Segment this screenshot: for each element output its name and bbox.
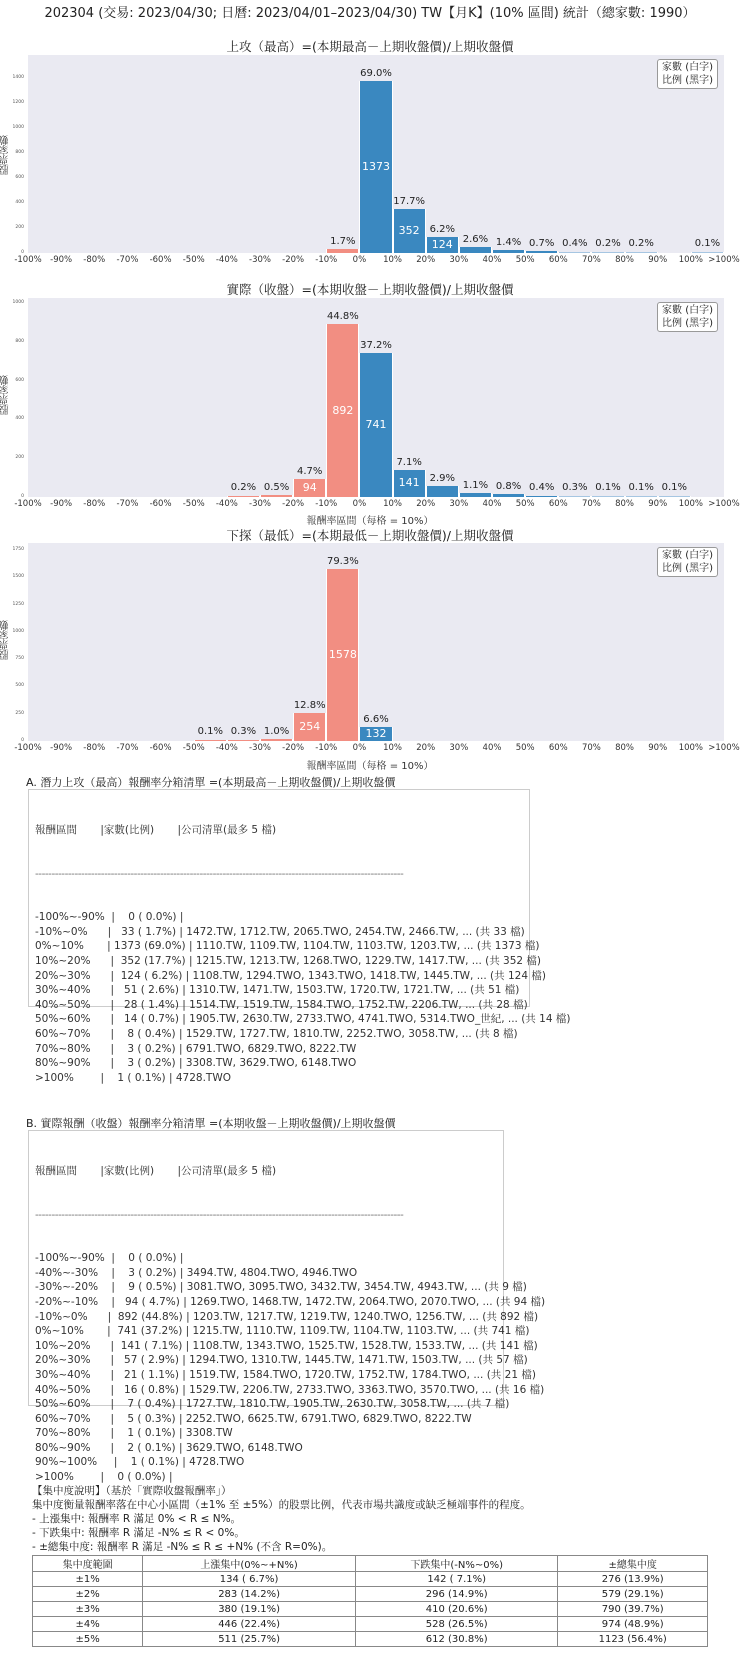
x-tick-label: -30% [249,255,271,265]
list-row: 20%~30% | 57 ( 2.9%) | 1294.TWO, 1310.TW, 1445.TW, 1471.TW, 1503.TW, ... (共 57 檔) [35,1354,528,1367]
x-tick-label: -20% [282,743,305,753]
bar-pct-label: 0.1% [661,482,687,493]
bar-pct-label: 2.6% [462,233,489,245]
y-tick-label: 250 [15,710,24,716]
bar-0%~10% [359,353,392,497]
list-row: 70%~80% | 3 ( 0.2%) | 6791.TWO, 6829.TWO, 8222.TW [35,1042,357,1055]
table-cell: 612 (30.8%) [355,1632,557,1647]
table-cell: 511 (25.7%) [143,1632,356,1647]
x-tick-label: 40% [482,255,502,265]
y-tick-label: 1000 [12,300,24,306]
x-tick-label: >100% [708,743,740,753]
bar-pct-label: 6.2% [429,224,455,236]
bar-count-label: 141 [398,476,420,490]
bar-pct-label: 0.3% [562,482,588,493]
x-tick-label: 20% [416,499,436,509]
x-tick-label: >100% [708,499,740,509]
bar-50%~60% [525,496,558,498]
list-row: >100% | 1 ( 0.1%) | 4728.TWO [35,1071,231,1084]
x-tick-label: 60% [548,743,568,753]
bar-count-label: 1373 [361,159,390,173]
bar-20%~30% [426,486,459,497]
bar-count-label: 254 [299,720,321,734]
chart3-xlabel: 報酬率區間（每格 = 10%） [306,761,434,772]
list-row: -100%~-90% | 0 ( 0.0%) | [35,911,184,924]
list-row: -10%~0% | 892 (44.8%) | 1203.TW, 1217.TW, 1219.TW, 1240.TWO, 1256.TW, ... (共 892 檔) [35,1310,539,1323]
bar-30%~40% [459,247,492,253]
bar-count-label: 1578 [328,647,357,661]
x-tick-label: 0% [352,255,367,265]
list-b-header: 報酬區間 |家數(比例) |公司清單(最多 5 檔) [35,1165,277,1178]
bar-pct-label: 0.1% [628,482,654,493]
chart1-plot-area [28,55,724,253]
table-cell: 1123 (56.4%) [558,1632,708,1647]
x-tick-label: 10% [383,743,403,753]
x-tick-label: 100% [678,743,703,753]
x-tick-label: 50% [515,499,535,509]
bar--20%~-10% [293,479,326,497]
list-row: -100%~-90% | 0 ( 0.0%) | [35,1252,184,1265]
table-cell: 296 (14.9%) [355,1587,557,1602]
bar-80%~90% [625,252,658,254]
bar-count-label: 741 [365,418,387,432]
x-tick-label: 70% [581,499,601,509]
concentration-bullet-up: - 上漲集中: 報酬率 R 滿足 0% < R ≤ N%。 [32,1513,242,1525]
bar--10%~0% [326,569,359,741]
x-tick-label: -100% [14,743,42,753]
x-tick-label: 30% [449,743,469,753]
table-cell: ±3% [33,1602,143,1617]
x-tick-label: -90% [50,743,73,753]
chart2-title: 實際（收盤）=(本期收盤－上期收盤價)/上期收盤價 [226,282,514,297]
bar-60%~70% [558,252,591,254]
x-tick-label: 70% [581,255,601,265]
table-cell: 276 (13.9%) [558,1572,708,1587]
x-tick-label: -100% [14,255,42,265]
table-header-cell: 集中度範圍 [33,1556,143,1572]
bar-40%~50% [492,494,525,497]
chart2-ylabel: 股票家數 [0,375,11,415]
concentration-table [32,1555,708,1647]
y-tick-label: 200 [15,455,24,461]
list-row: 30%~40% | 21 ( 1.1%) | 1519.TW, 1584.TWO, 1720.TW, 1752.TW, 1784.TWO, ... (共 21 檔) [35,1368,536,1381]
bar-pct-label: 0.2% [628,238,654,249]
bar--30%~-20% [260,739,293,741]
y-tick-label: 1250 [12,601,24,607]
list-row: 40%~50% | 16 ( 0.8%) | 1529.TW, 2206.TW, 2733.TWO, 3363.TWO, 3570.TWO, ... (共 16 檔) [35,1383,545,1396]
bar-0%~10% [359,81,392,253]
x-tick-label: 10% [383,499,403,509]
table-header-cell: 下跌集中(-N%~0%) [355,1556,557,1572]
table-cell: ±5% [33,1632,143,1647]
bar-pct-label: 0.5% [263,482,290,493]
concentration-desc: 集中度衡量報酬率落在中心小區間（±1% 至 ±5%）的股票比例，代表市場共識度或缺乏極端事件的程度。 [32,1499,531,1511]
list-row: 0%~10% | 741 (37.2%) | 1215.TW, 1110.TW, 1109.TW, 1104.TW, 1103.TW, ... (共 741 檔) [35,1325,530,1338]
y-tick-label: 0 [21,738,24,743]
list-row: -30%~-20% | 9 ( 0.5%) | 3081.TWO, 3095.TWO, 3432.TW, 3454.TW, 4943.TW, ... (共 9 檔) [35,1281,527,1294]
bar-pct-label: 2.9% [429,472,455,484]
table-cell: 974 (48.9%) [558,1617,708,1632]
x-tick-label: -60% [149,743,172,753]
bar-count-label: 94 [302,480,317,494]
bar-pct-label: 0.1% [595,482,621,493]
x-tick-label: 0% [352,499,367,509]
y-tick-label: 800 [15,149,24,155]
table-cell: 134 ( 6.7%) [143,1572,356,1587]
y-tick-label: 750 [15,656,24,662]
bar-pct-label: 17.7% [393,195,426,207]
list-row: 80%~90% | 3 ( 0.2%) | 3308.TW, 3629.TWO, 6148.TWO [35,1057,357,1070]
y-tick-label: 0 [21,250,24,255]
x-tick-label: -30% [249,743,271,753]
bar--10%~0% [326,324,359,497]
bar-pct-label: 0.2% [230,482,257,493]
table-row [33,1602,708,1617]
x-tick-label: 80% [615,255,635,265]
bar-10%~20% [393,209,426,253]
x-tick-label: -10% [315,743,338,753]
bar-20%~30% [426,237,459,253]
x-tick-label: 90% [648,743,668,753]
x-tick-label: 20% [416,743,436,753]
x-tick-label: -60% [149,255,172,265]
x-tick-label: -80% [83,499,106,509]
table-cell: ±4% [33,1617,143,1632]
chart1-ylabel: 股票家數 [0,135,11,175]
bar-pct-label: 69.0% [360,67,392,79]
x-tick-label: 10% [383,255,403,265]
x-tick-label: 70% [581,743,601,753]
table-header-cell: ±總集中度 [558,1556,708,1572]
chart2-xlabel: 報酬率區間（每格 = 10%） [306,516,434,527]
x-tick-label: -90% [50,255,73,265]
x-tick-label: -40% [215,255,238,265]
chart2-plot-area [28,298,724,497]
concentration-title: 【集中度說明】（基於「實際收盤報酬率」） [32,1485,232,1497]
legend-ratio-label: 比例 (黑字) [662,563,713,574]
x-tick-label: 50% [515,743,535,753]
bar-pct-label: 0.4% [529,482,555,493]
list-row: 80%~90% | 2 ( 0.1%) | 3629.TWO, 6148.TWO [35,1441,303,1454]
x-tick-label: 100% [678,255,703,265]
list-row: 10%~20% | 141 ( 7.1%) | 1108.TW, 1343.TWO, 1525.TW, 1528.TW, 1533.TW, ... (共 141 檔) [35,1339,538,1352]
x-tick-label: -10% [315,255,338,265]
x-tick-label: 30% [449,255,469,265]
list-a-header: 報酬區間 |家數(比例) |公司清單(最多 5 檔) [35,824,277,837]
table-row [33,1587,708,1602]
bar-10%~20% [393,470,426,497]
y-tick-label: 500 [15,683,24,689]
bar-pct-label: 1.0% [263,725,290,737]
list-row: 50%~60% | 14 ( 0.7%) | 1905.TW, 2630.TW, 2733.TWO, 4741.TWO, 5314.TWO_世紀, ... (共 14 檔) [35,1013,571,1026]
list-row: 20%~30% | 124 ( 6.2%) | 1108.TW, 1294.TWO, 1343.TWO, 1418.TW, 1445.TW, ... (共 124 檔) [35,969,546,982]
list-row: 60%~70% | 5 ( 0.3%) | 2252.TWO, 6625.TW, 6791.TWO, 6829.TWO, 8222.TW [35,1412,472,1425]
bar--30%~-20% [260,495,293,497]
x-tick-label: 90% [648,255,668,265]
bar-pct-label: 1.1% [462,479,489,491]
chart1-legend [657,59,718,89]
bar-count-label: 132 [365,726,387,740]
chart2-legend [657,302,718,332]
concentration-table-header [33,1556,708,1572]
list-row: 30%~40% | 51 ( 2.6%) | 1310.TW, 1471.TW, 1503.TW, 1720.TW, 1721.TW, ... (共 51 檔) [35,984,520,997]
y-tick-label: 1400 [12,74,24,80]
bar-40%~50% [492,250,525,254]
y-tick-label: 600 [15,174,24,180]
x-tick-label: >100% [708,255,740,265]
list-row: 60%~70% | 8 ( 0.4%) | 1529.TW, 1727.TW, 1810.TW, 2252.TWO, 3058.TW, ... (共 8 檔) [35,1027,518,1040]
list-row: >100% | 0 ( 0.0%) | [35,1471,173,1484]
list-b-title: B. 實際報酬（收盤）報酬率分箱清單 =(本期收盤－上期收盤價)/上期收盤價 [26,1117,396,1130]
bar--10%~0% [326,249,359,253]
bar--40%~-30% [227,740,260,742]
bar-70%~80% [591,496,624,498]
table-row [33,1632,708,1647]
table-row [33,1617,708,1632]
x-tick-label: -60% [149,499,172,509]
list-a-rows [35,910,571,1085]
y-tick-label: 1750 [12,547,24,553]
x-tick-label: 60% [548,255,568,265]
y-tick-label: 1000 [12,124,24,130]
bar-pct-label: 7.1% [396,456,422,468]
table-cell: 446 (22.4%) [143,1617,356,1632]
y-tick-label: 400 [15,416,24,422]
y-tick-label: 800 [15,338,24,344]
chart3-legend [657,547,718,577]
bar-90%~100% [658,496,691,498]
bar--40%~-30% [227,496,260,498]
x-tick-label: -100% [14,499,42,509]
bar-pct-label: 6.6% [363,713,389,725]
list-row: -40%~-30% | 3 ( 0.2%) | 3494.TW, 4804.TWO, 4946.TWO [35,1266,358,1279]
table-cell: 528 (26.5%) [355,1617,557,1632]
bar-pct-label: 79.3% [326,555,359,567]
bar-pct-label: 0.7% [529,238,555,249]
legend-count-label: 家數 (白字) [662,305,713,316]
table-row [33,1572,708,1587]
legend-ratio-label: 比例 (黑字) [662,318,713,329]
bar-60%~70% [558,496,591,498]
x-tick-label: -50% [182,255,205,265]
bar-pct-label: 44.8% [326,311,359,322]
x-tick-label: -40% [215,743,238,753]
x-tick-label: 80% [615,743,635,753]
bar-pct-label: 1.7% [330,235,356,247]
table-cell: 380 (19.1%) [143,1602,356,1617]
bar-pct-label: 0.3% [230,726,257,737]
bar->100% [691,252,724,254]
bar-count-label: 124 [431,238,453,252]
x-tick-label: -20% [282,255,305,265]
x-tick-label: -40% [215,499,238,509]
y-tick-label: 1200 [12,99,24,105]
x-tick-label: 80% [615,499,635,509]
x-tick-label: 30% [449,499,469,509]
x-tick-label: -80% [83,255,106,265]
x-tick-label: -90% [50,499,73,509]
bar-80%~90% [625,496,658,498]
legend-count-label: 家數 (白字) [662,62,713,73]
x-tick-label: 40% [482,743,502,753]
list-row: 0%~10% | 1373 (69.0%) | 1110.TW, 1109.TW, 1104.TW, 1103.TW, 1203.TW, ... (共 1373 檔) [35,940,540,953]
bar-50%~60% [525,251,558,253]
bar-pct-label: 1.4% [495,236,522,248]
bar-pct-label: 0.8% [495,480,522,492]
bar-30%~40% [459,493,492,497]
x-tick-label: 0% [352,743,367,753]
table-cell: ±2% [33,1587,143,1602]
chart3-ylabel: 股票家數 [0,620,11,660]
concentration-bullet-down: - 下跌集中: 報酬率 R 滿足 -N% ≤ R < 0%。 [32,1527,245,1539]
x-tick-label: -10% [315,499,338,509]
bar-pct-label: 12.8% [293,700,326,712]
list-b-box [28,1130,546,1484]
y-tick-label: 600 [15,377,24,383]
figure-suptitle: 202304 (交易: 2023/04/30; 日曆: 2023/04/01–2023/04/30) TW【月K】(10% 區間) 統計（總家數: 1990） [44,6,696,21]
bar--20%~-10% [293,713,326,741]
list-row: 10%~20% | 352 (17.7%) | 1215.TW, 1213.TW, 1268.TWO, 1229.TW, 1417.TW, ... (共 352 檔) [35,954,542,967]
x-tick-label: -20% [282,499,305,509]
table-header-cell: 上漲集中(0%~+N%) [143,1556,356,1572]
x-tick-label: -50% [182,499,205,509]
y-tick-label: 1500 [12,574,24,580]
legend-count-label: 家數 (白字) [662,550,713,561]
x-tick-label: -30% [249,499,271,509]
x-tick-label: -80% [83,743,106,753]
table-cell: 410 (20.6%) [355,1602,557,1617]
table-cell: ±1% [33,1572,143,1587]
list-row: -10%~0% | 33 ( 1.7%) | 1472.TW, 1712.TW, 2065.TWO, 2454.TW, 2466.TW, ... (共 33 檔) [35,925,525,938]
x-tick-label: 20% [416,255,436,265]
y-tick-label: 0 [21,494,24,499]
bar-pct-label: 0.1% [197,726,223,737]
list-a-box [28,789,571,1084]
y-tick-label: 200 [15,224,24,230]
list-a-title: A. 潛力上攻（最高）報酬率分箱清單 =(本期最高－上期收盤價)/上期收盤價 [26,776,396,789]
list-b-rows [35,1251,546,1485]
x-tick-label: -70% [116,255,139,265]
chart3-title: 下探（最低）=(本期最低－上期收盤價)/上期收盤價 [226,528,514,543]
bar-pct-label: 0.4% [562,238,588,249]
table-cell: 283 (14.2%) [143,1587,356,1602]
chart1-title: 上攻（最高）=(本期最高－上期收盤價)/上期收盤價 [226,39,514,54]
list-row: 40%~50% | 28 ( 1.4%) | 1514.TW, 1519.TW, 1584.TWO, 1752.TW, 2206.TW, ... (共 28 檔) [35,998,528,1011]
y-tick-label: 1000 [12,628,24,634]
bar-pct-label: 37.2% [360,340,392,352]
concentration-bullet-total: - ±總集中度: 報酬率 R 滿足 -N% ≤ R ≤ +N% (不含 R=0%)。 [32,1541,333,1553]
bar-count-label: 892 [332,403,354,417]
bar-0%~10% [359,727,392,741]
bar-pct-label: 4.7% [297,465,323,477]
list-row: 50%~60% | 7 ( 0.4%) | 1727.TW, 1810.TW, 1905.TW, 2630.TW, 3058.TW, ... (共 7 檔) [35,1398,510,1411]
list-row: 70%~80% | 1 ( 0.1%) | 3308.TW [35,1427,233,1440]
list-row: 90%~100% | 1 ( 0.1%) | 4728.TWO [35,1456,245,1469]
x-tick-label: -70% [116,499,139,509]
table-cell: 579 (29.1%) [558,1587,708,1602]
x-tick-label: 100% [678,499,703,509]
x-tick-label: -50% [182,743,205,753]
bar-70%~80% [591,252,624,254]
table-cell: 790 (39.7%) [558,1602,708,1617]
bar--50%~-40% [194,740,227,742]
bar-count-label: 352 [398,223,420,237]
y-tick-label: 400 [15,199,24,205]
x-tick-label: 60% [548,499,568,509]
x-tick-label: -70% [116,743,139,753]
list-b-separator: ---------------------------------------------------------------------------------------------------------------- [35,1208,404,1221]
x-tick-label: 90% [648,499,668,509]
x-tick-label: 50% [515,255,535,265]
bar-pct-label: 0.2% [595,238,621,249]
bar-pct-label: 0.1% [694,238,721,249]
table-cell: 142 ( 7.1%) [355,1572,557,1587]
chart3-plot-area [28,543,724,741]
x-tick-label: 40% [482,499,502,509]
legend-ratio-label: 比例 (黑字) [662,75,713,86]
list-row: -20%~-10% | 94 ( 4.7%) | 1269.TWO, 1468.TW, 1472.TW, 2064.TWO, 2070.TWO, ... (共 94 檔) [35,1295,546,1308]
list-a-separator: ---------------------------------------------------------------------------------------------------------------- [35,867,404,880]
